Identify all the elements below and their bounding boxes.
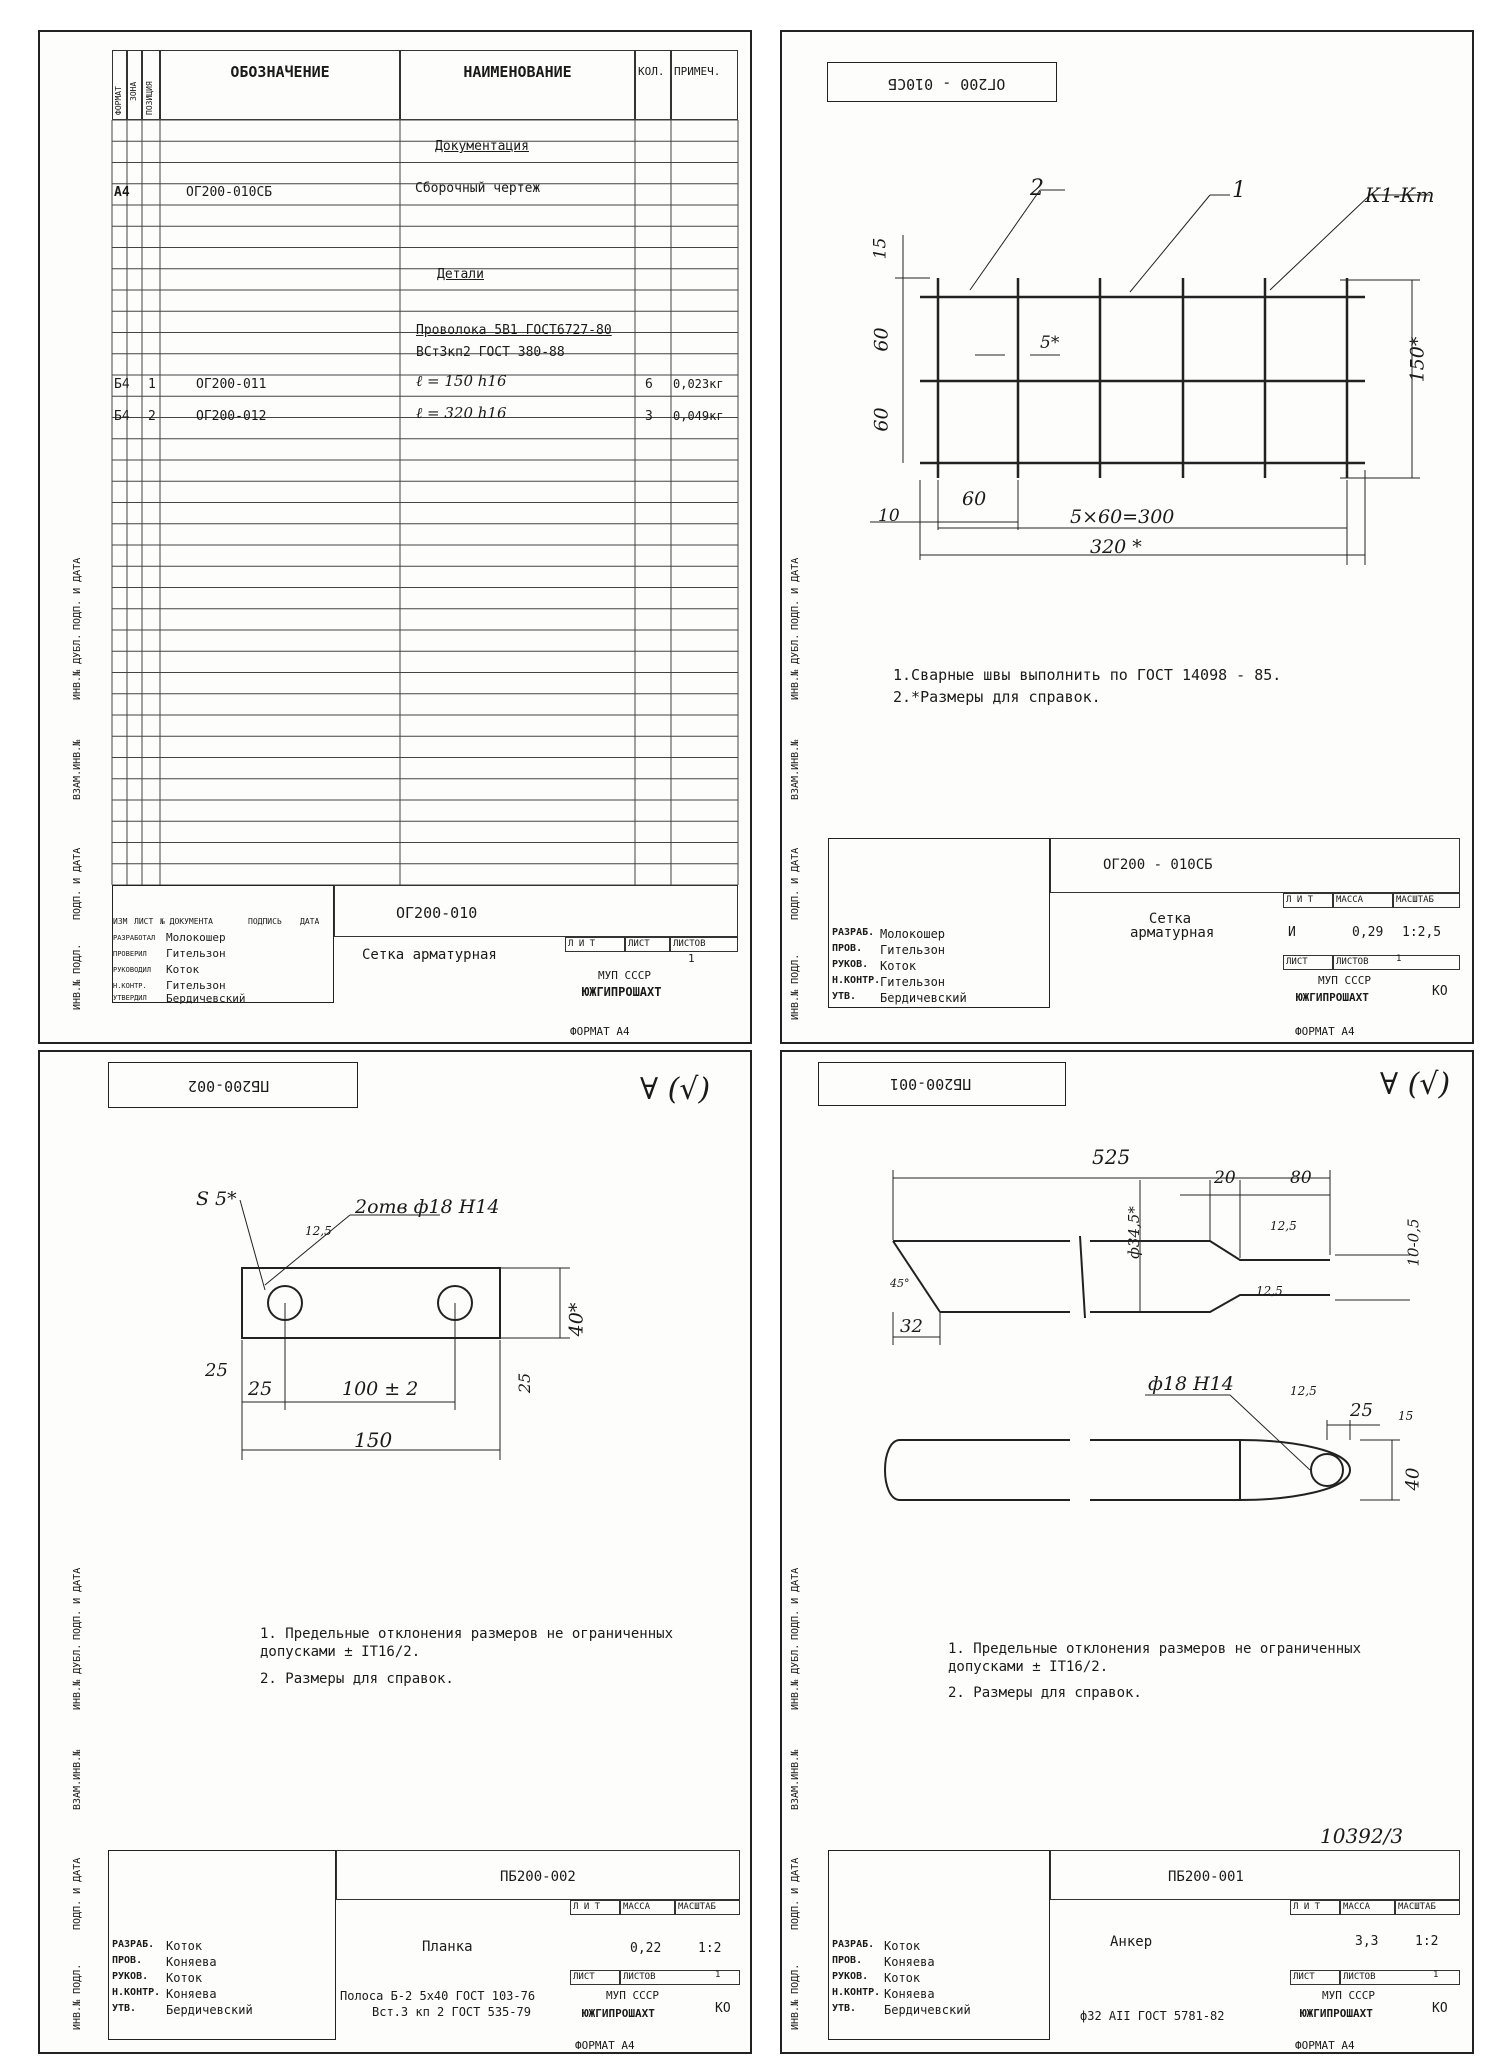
tb-doc-number: ПБ200-001 [1168,1869,1244,1885]
tb-sheet: ЛИСТ [1290,1970,1340,1985]
tb-person: Гительзон [166,979,226,992]
dim-dia: ф34,5* [1124,1206,1143,1259]
tb-person: Коток [880,959,917,973]
dim-25: 25 [1350,1400,1373,1421]
side-label: ИНВ.№ ПОДЛ. [72,943,83,1010]
rough-125a: 12,5 [1270,1219,1297,1233]
tb-role: Н.КОНТР. [112,1987,161,1998]
tb-person: Гительзон [166,947,226,960]
anchor-roughness: ∀ (√) [1380,1067,1451,1102]
spec-row-format: Б4 [114,377,130,392]
spec-row-name: ℓ = 150 ℎ16 [416,372,507,390]
spec-row-name: Детали [437,267,484,282]
tb-role: Н.КОНТР. [832,975,881,986]
tb-org1: МУП СССР [1318,974,1371,987]
tb-role: РАЗРАБ. [832,1939,875,1950]
spec-header-designation: ОБОЗНАЧЕНИЕ [160,50,400,120]
tb-doc-number: ПБ200-002 [500,1869,576,1885]
archive-number: 10392/3 [1320,1824,1404,1848]
tb-role: РАЗРАБОТАЛ [113,934,156,942]
dim-60: 60 [870,407,893,432]
tb-sheets: ЛИСТОВ [670,937,738,952]
tb-doc-name: Планка [422,1939,473,1955]
tb-person: Коток [166,1939,203,1953]
side-label: ПОДП. И ДАТА [72,1857,83,1930]
spec-row-pos: 1 [148,377,156,392]
spec-row-qty: 3 [645,409,653,424]
spec-row-format: Б4 [114,409,130,424]
tb-mass: МАССА [620,1900,675,1915]
tb-mass: МАССА [1333,893,1393,908]
dim-hole: ф18 Н14 [1148,1373,1234,1395]
tb-role: ПРОВЕРИЛ [113,950,147,958]
tb-role: ПРОВ. [112,1955,143,1966]
dim-80: 80 [1290,1168,1312,1188]
tb-col-list: ЛИСТ [134,917,154,926]
plate-note: 2. Размеры для справок. [260,1671,454,1687]
rough-125c: 12,5 [1290,1384,1317,1398]
tb-person: Молокошер [880,927,946,941]
dim-45: 45° [890,1277,910,1290]
tb-col-date: ДАТА [300,917,320,926]
plate-note: 1. Предельные отклонения размеров не ограниченных допусками ± IT16/2. [260,1626,674,1661]
spec-header-note: ПРИМЕЧ. [671,50,738,120]
rough-125b: 12,5 [1256,1284,1283,1298]
spec-row-designation: ОГ200-012 [196,409,267,424]
callout-2: 2 [1030,176,1044,201]
tb-doc-number: ОГ200 - 010СБ [1103,857,1213,873]
side-label: ПОДП. И ДАТА [72,557,83,630]
tb-lit: Л И Т [565,937,625,952]
spec-row-qty: 6 [645,377,653,392]
tb-col-doc: № ДОКУМЕНТА [160,917,213,926]
tb-sheets: ЛИСТОВ [620,1970,740,1985]
tb-role: УТВ. [832,991,857,1002]
dim-100: 100 ± 2 [342,1378,419,1400]
side-label: ВЗАМ.ИНВ.№ [790,739,801,800]
tb-person: Бердичевский [880,991,967,1005]
spec-header-format: ФОРМАТ [112,50,127,120]
side-label: ВЗАМ.ИНВ.№ [790,1749,801,1810]
assembly-note: 1.Сварные швы выполнить по ГОСТ 14098 - 85. [893,666,1282,684]
tb-sheet: ЛИСТ [625,937,670,952]
rough-15: 15 [1398,1409,1414,1423]
spec-row-name: ВСт3кп2 ГОСТ 380-88 [416,345,565,360]
dim-5: 5* [1040,333,1060,353]
tb-role: РАЗРАБ. [112,1939,155,1950]
tb-role: РАЗРАБ. [832,927,875,938]
tb-role: Н.КОНТР. [832,1987,881,1998]
tb-doc-name: Сетка арматурная [362,947,497,963]
tb-lit-value: И [1288,925,1296,940]
tb-sheets: ЛИСТОВ [1333,955,1460,970]
plate-stamp-text: ПБ200-002 [188,1077,270,1095]
tb-role: УТВ. [112,2003,137,2014]
side-label: ВЗАМ.ИНВ.№ [72,739,83,800]
tb-person: Бердичевский [166,992,246,1005]
side-label: ИНВ.№ ДУБЛ. [72,1643,83,1710]
tb-org2: ЮЖГИПРОШАХТ [582,985,662,999]
side-label: ИНВ.№ ДУБЛ. [790,633,801,700]
tb-col-izm: ИЗМ [113,917,128,926]
tb-ko: КО [1432,2001,1448,2016]
spec-header-pos: ПОЗИЦИЯ [142,50,160,120]
dim-20: 20 [1214,1168,1236,1188]
tb-person: Коток [884,1971,921,1985]
tb-role: РУКОВОДИЛ [113,966,151,974]
spec-row-designation: ОГ200-011 [196,377,267,392]
spec-row-pos: 2 [148,409,156,424]
tb-person: Коняева [884,1955,935,1969]
spec-row-name: ℓ = 320 ℎ16 [416,404,507,422]
spec-row-name: Документация [435,139,529,154]
tb-col-sign: ПОДПИСЬ [248,917,282,926]
plate-roughness: ∀ (√) [640,1072,711,1107]
tb-doc-number: ОГ200-010 [396,904,478,922]
anchor-stamp-text: ПБ200-001 [890,1075,972,1093]
tb-material: Полоса Б-2 5х40 ГОСТ 103-76 [340,1989,536,2003]
assembly-stamp-text: ОГ200 - 010СБ [888,75,1006,93]
dim-525: 525 [1092,1145,1131,1169]
tb-doc-cell [334,885,738,937]
tb-person: Гительзон [880,975,946,989]
dim-32: 32 [900,1316,923,1337]
tb-role: РУКОВ. [832,959,869,970]
tb-org2: ЮЖГИПРОШАХТ [582,2007,655,2020]
side-label: ИНВ.№ ДУБЛ. [790,1643,801,1710]
tb-lit: Л И Т [1283,893,1333,908]
tb-mass-value: 0,22 [630,1941,662,1956]
tb-person: Бердичевский [884,2003,971,2017]
side-label: ПОДП. И ДАТА [790,557,801,630]
tb-role: УТВ. [832,2003,857,2014]
tb-mass-value: 3,3 [1355,1934,1379,1949]
tb-person: Коток [166,963,200,976]
side-label: ИНВ.№ ДУБЛ. [72,633,83,700]
tb-person: Коняева [166,1987,217,2001]
tb-role: ПРОВ. [832,1955,863,1966]
dim-300: 5×60=300 [1070,506,1175,528]
side-label: ПОДП. И ДАТА [790,1567,801,1640]
tb-material: ф32 АII ГОСТ 5781-82 [1080,2009,1225,2023]
tb-sheets-value: 1 [1433,1970,1439,1980]
rough-25: 25 [205,1360,228,1381]
side-label: ИНВ.№ ПОДЛ. [790,1963,801,2030]
tb-sheet: ЛИСТ [570,1970,620,1985]
tb-org2: ЮЖГИПРОШАХТ [1300,2007,1373,2020]
tb-mass-value: 0,29 [1352,925,1384,940]
tb-person: Коток [166,1971,203,1985]
tb-sheets-value: 1 [688,952,695,965]
tb-mass: МАССА [1340,1900,1395,1915]
assembly-note: 2.*Размеры для справок. [893,688,1101,706]
tb-scale-value: 1:2 [698,1941,722,1956]
spec-row-format: А4 [114,185,130,200]
spec-row-designation: ОГ200-010СБ [186,185,273,200]
tb-role: Н.КОНТР. [113,982,147,990]
dim-150: 150* [1406,336,1429,383]
spec-row-name: Сборочный чертеж [415,181,541,196]
tb-person: Коняева [884,1987,935,2001]
tb-format: ФОРМАТ А4 [1295,2039,1355,2052]
tb-sheets: ЛИСТОВ [1340,1970,1460,1985]
side-label: ПОДП. И ДАТА [72,1567,83,1640]
tb-org1: МУП СССР [606,1989,659,2002]
dim-320: 320 * [1090,536,1142,558]
tb-ko: КО [715,2001,731,2016]
tb-doc-cell [1050,1850,1460,1900]
tb-role: РУКОВ. [112,1971,149,1982]
dim-s5: S 5* [196,1188,237,1210]
dim-15: 15 [870,237,891,260]
tb-ko: КО [1432,984,1448,999]
tb-org2: ЮЖГИПРОШАХТ [1296,991,1369,1004]
tb-sheets-value: 1 [1396,954,1402,964]
tb-person: Бердичевский [166,2003,253,2017]
dim-60-horiz: 60 [962,488,987,510]
spec-row-note: 0,023кг [673,377,724,391]
tb-scale: МАСШТАБ [1395,1900,1460,1915]
dim-60: 60 [870,327,893,352]
spec-header-zone: ЗОНА [127,50,142,120]
tb-doc-name: Анкер [1110,1934,1153,1950]
spec-header-name: НАИМЕНОВАНИЕ [400,50,635,120]
tb-format: ФОРМАТ А4 [575,2039,635,2052]
tb-format: ФОРМАТ А4 [570,1025,630,1038]
side-label: ПОДП. И ДАТА [790,847,801,920]
callout-weld: К1-Кт [1365,183,1435,207]
dim-40: 40 [1402,1467,1424,1491]
anchor-note: 1. Предельные отклонения размеров не ограниченных допусками ± IT16/2. [948,1641,1362,1676]
tb-sheets-value: 1 [715,1970,721,1980]
tb-format: ФОРМАТ А4 [1295,1025,1355,1038]
tb-lit: Л И Т [1290,1900,1340,1915]
tb-org1: МУП СССР [598,969,651,982]
tb-person: Коняева [166,1955,217,1969]
side-label: ИНВ.№ ПОДЛ. [72,1963,83,2030]
side-label: ПОДП. И ДАТА [790,1857,801,1930]
tb-person: Гительзон [880,943,946,957]
spec-row-name: Проволока 5В1 ГОСТ6727-80 [416,323,612,338]
tb-material: Вст.3 кп 2 ГОСТ 535-79 [372,2005,531,2019]
side-label: ВЗАМ.ИНВ.№ [72,1749,83,1810]
side-label: ИНВ.№ ПОДЛ. [790,953,801,1020]
dim-25: 25 [248,1378,273,1400]
rough-125: 12,5 [305,1224,332,1238]
side-label: ПОДП. И ДАТА [72,847,83,920]
tb-scale: МАСШТАБ [675,1900,740,1915]
tb-person: Молокошер [166,931,226,944]
tb-role: УТВЕРДИЛ [113,994,147,1002]
anchor-note: 2. Размеры для справок. [948,1685,1142,1701]
tb-scale-value: 1:2,5 [1402,925,1442,940]
tb-sheet: ЛИСТ [1283,955,1333,970]
dim-10: 10-0,5 [1404,1218,1423,1267]
tb-lit: Л И Т [570,1900,620,1915]
dim-150: 150 [354,1428,393,1452]
rough-25b: 25 [515,1372,535,1394]
tb-org1: МУП СССР [1322,1989,1375,2002]
tb-person: Коток [884,1939,921,1953]
spec-row-note: 0,049кг [673,409,724,423]
dim-10: 10 [878,506,900,526]
callout-1: 1 [1232,178,1246,203]
tb-role: ПРОВ. [832,943,863,954]
tb-scale-value: 1:2 [1415,1934,1439,1949]
tb-scale: МАСШТАБ [1393,893,1460,908]
dim-40: 40* [565,1302,588,1337]
tb-role: РУКОВ. [832,1971,869,1982]
spec-header-qty: КОЛ. [635,50,671,120]
tb-doc-name: Сетка арматурная [1130,911,1215,941]
dim-holes: 2отв ф18 Н14 [355,1196,500,1218]
